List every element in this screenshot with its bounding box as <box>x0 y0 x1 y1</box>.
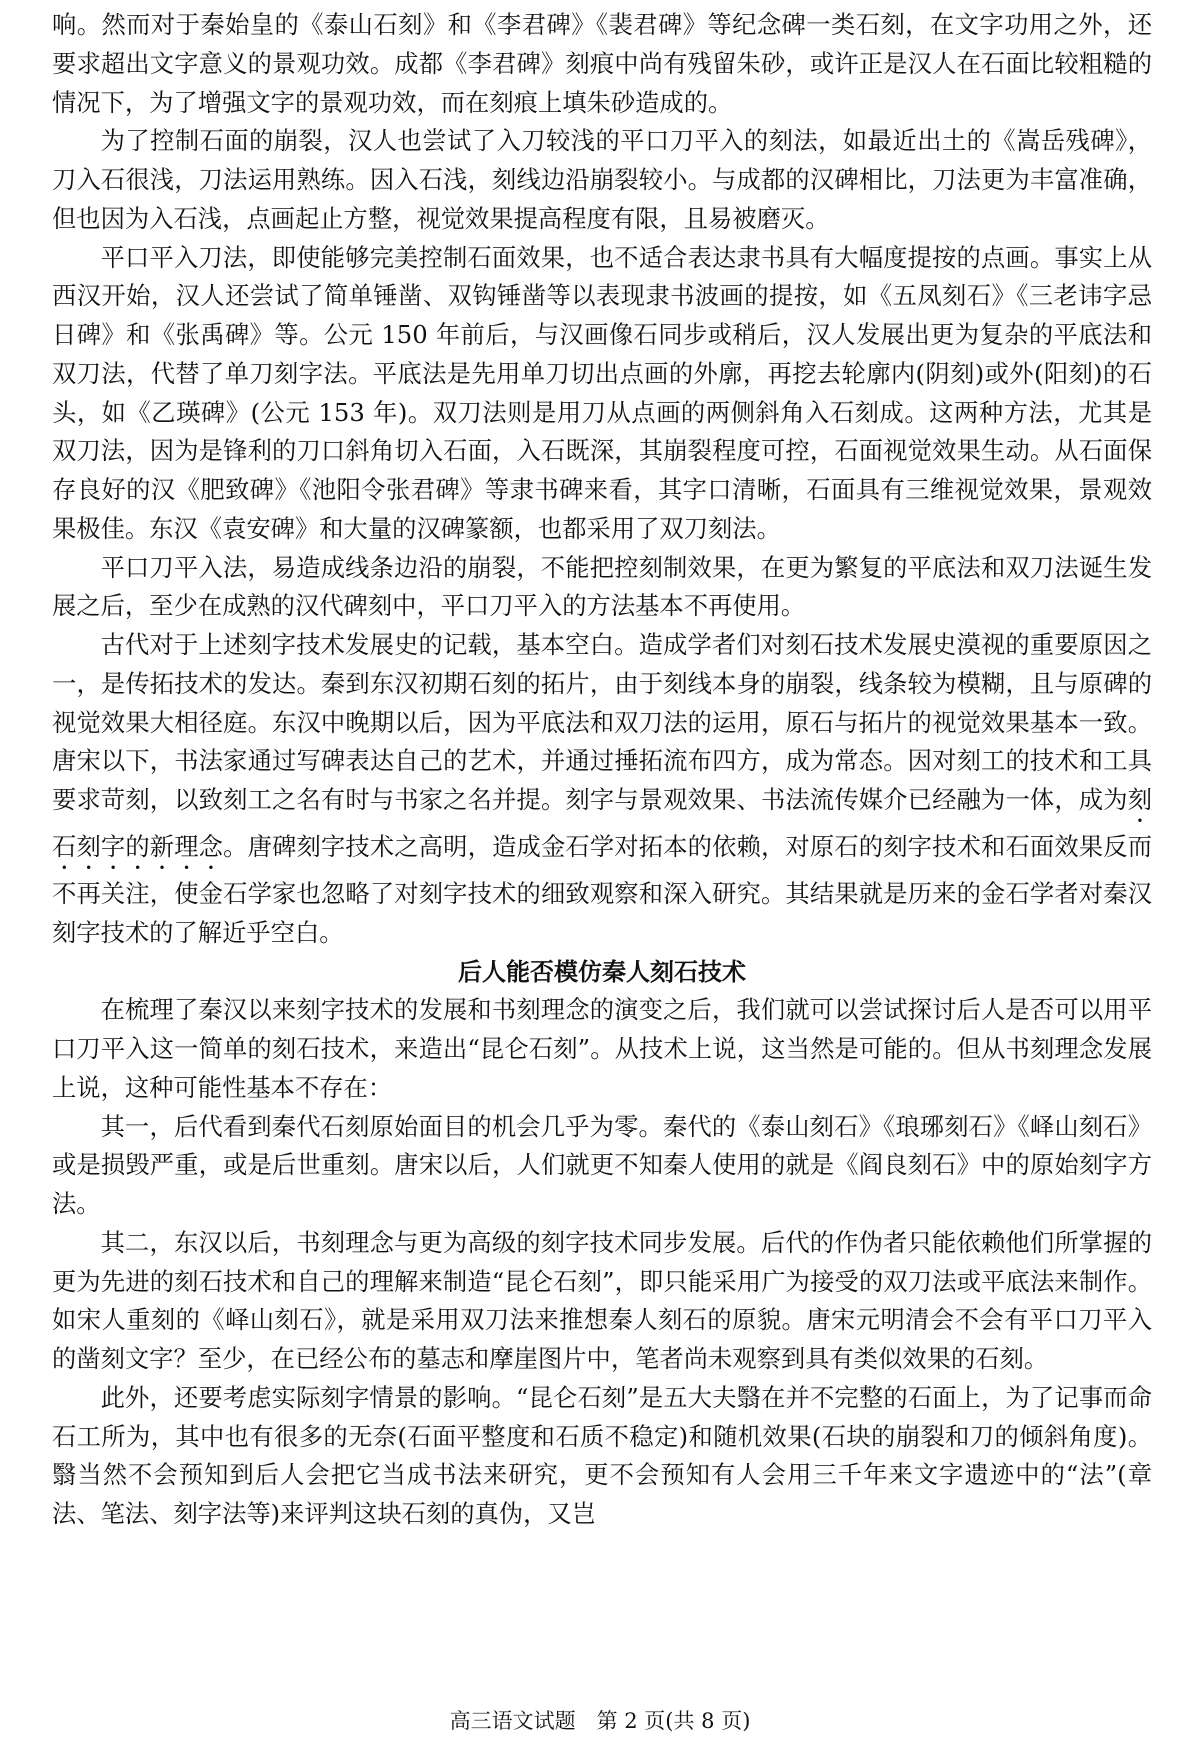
paragraph-8: 此外，还要考虑实际刻字情景的影响。“昆仑石刻”是五大夫翳在并不完整的石面上，为了记事而命石工所为，其中也有很多的无奈(石面平整度和石质不稳定)和随机效果(石块的崩裂和刀的倾斜角度)。翳当然不会预知到后人会把它当成书法来研究，更不会预知有人会用三千年来文字遗迹中的“法”(章法、笔法、刻字法等)来评判这块石刻的真伪，又岂 <box>52 1382 1152 1528</box>
section-heading: 后人能否模仿秦人刻石技术 <box>458 957 746 986</box>
paragraph-4-part-1: 古代对于上述刻字技术发展史的记载，基本空白。造成学者们对刻石技术发展史漠视的重要原因之一，是传拓技术的发达。秦到东汉初期石刻的拓片，由于刻线本身的崩裂，线条较为模糊，且与原碑的视觉效果大相径庭。东汉中晚期以后，因为平底法和双刀法的运用，原石与拓片的视觉效果基本一致。唐宋以下，书法家通过写碑表达自己的艺术，并通过捶拓流布四方，成为常态。因对刻工的技术和工具要求苛刻，以致刻工之名有时与书家之名并提。刻字与景观效果、书法流传媒介已经融为一体，成为 <box>52 630 1152 814</box>
page-footer: 高三语文试题 第 2 页(共 8 页) <box>449 1709 751 1733</box>
paragraph-2: 平口平入刀法，即使能够完美控制石面效果，也不适合表达隶书具有大幅度提按的点画。事实上从西汉开始，汉人还尝试了简单锤凿、双钩锤凿等以表现隶书波画的提按，如《五凤刻石》《三老讳字忌日碑》和《张禹碑》等。公元 150 年前后，与汉画像石同步或稍后，汉人发展出更为复杂的平底法和双刀法，代替了单刀刻字法。平底法是先用单刀切出点画的外廓，再挖去轮廓内(阴刻)或外(阳刻)的石头，如《乙瑛碑》(公元 153 年)。双刀法则是用刀从点画的两侧斜角入石刻成。这两种方法，尤其是双刀法，因为是锋利的刀口斜角切入石面，入石既深，其崩裂程度可控，石面视觉效果生动。从石面保存良好的汉《肥致碑》《池阳令张君碑》等隶书碑来看，其字口清晰，石面具有三维视觉效果，景观效果极佳。东汉《袁安碑》和大量的汉碑篆额，也都采用了双刀刻法。 <box>52 242 1152 543</box>
paragraph-6: 其一，后代看到秦代石刻原始面目的机会几乎为零。秦代的《泰山刻石》《琅琊刻石》《峄山刻石》或是损毁严重，或是后世重刻。唐宋以后，人们就更不知秦人使用的就是《阎良刻石》中的原始刻字方法。 <box>52 1111 1152 1218</box>
paragraph-5: 在梳理了秦汉以来刻字技术的发展和书刻理念的演变之后，我们就可以尝试探讨后人是否可以用平口刀平入这一简单的刻石技术，来造出“昆仑石刻”。从技术上说，这当然是可能的。但从书刻理念发展上说，这种可能性基本不存在： <box>52 995 1152 1102</box>
paragraph-1: 为了控制石面的崩裂，汉人也尝试了入刀较浅的平口刀平入的刻法，如最近出土的《嵩岳残碑》，刀入石很浅，刀法运用熟练。因入石浅，刻线边沿崩裂较小。与成都的汉碑相比，刀法更为丰富准确，但也因为入石浅，点画起止方整，视觉效果提高程度有限，且易被磨灭。 <box>52 126 1152 233</box>
emphasized-phrase: 刻石刻字的新理念 <box>52 785 1152 861</box>
paragraph-0: 响。然而对于秦始皇的《泰山石刻》和《李君碑》《裴君碑》等纪念碑一类石刻，在文字功用之外，还要求超出文字意义的景观功效。成都《李君碑》刻痕中尚有残留朱砂，或许正是汉人在石面比较粗糙的情况下，为了增强文字的景观功效，而在刻痕上填朱砂造成的。 <box>52 10 1152 117</box>
paragraph-4 <box>52 626 1152 953</box>
paragraph-4-part-2: 。唐碑刻字技术之高明，造成金石学对拓本的依赖，对原石的刻字技术和石面效果反而不再关注，使金石学家也忽略了对刻字技术的细致观察和深入研究。其结果就是历来的金石学者对秦汉刻字技术的了解近乎空白。 <box>52 832 1153 947</box>
document-body <box>52 6 1152 1534</box>
paragraph-7: 其二，东汉以后，书刻理念与更为高级的刻字技术同步发展。后代的作伪者只能依赖他们所掌握的更为先进的刻石技术和自己的理解来制造“昆仑石刻”，即只能采用广为接受的双刀法或平底法来制作。如宋人重刻的《峄山刻石》，就是采用双刀法来推想秦人刻石的原貌。唐宋元明清会不会有平口刀平入的凿刻文字？至少，在已经公布的墓志和摩崖图片中，笔者尚未观察到具有类似效果的石刻。 <box>52 1227 1152 1373</box>
paragraph-3: 平口刀平入法，易造成线条边沿的崩裂，不能把控刻制效果，在更为繁复的平底法和双刀法诞生发展之后，至少在成熟的汉代碑刻中，平口刀平入的方法基本不再使用。 <box>52 552 1152 621</box>
